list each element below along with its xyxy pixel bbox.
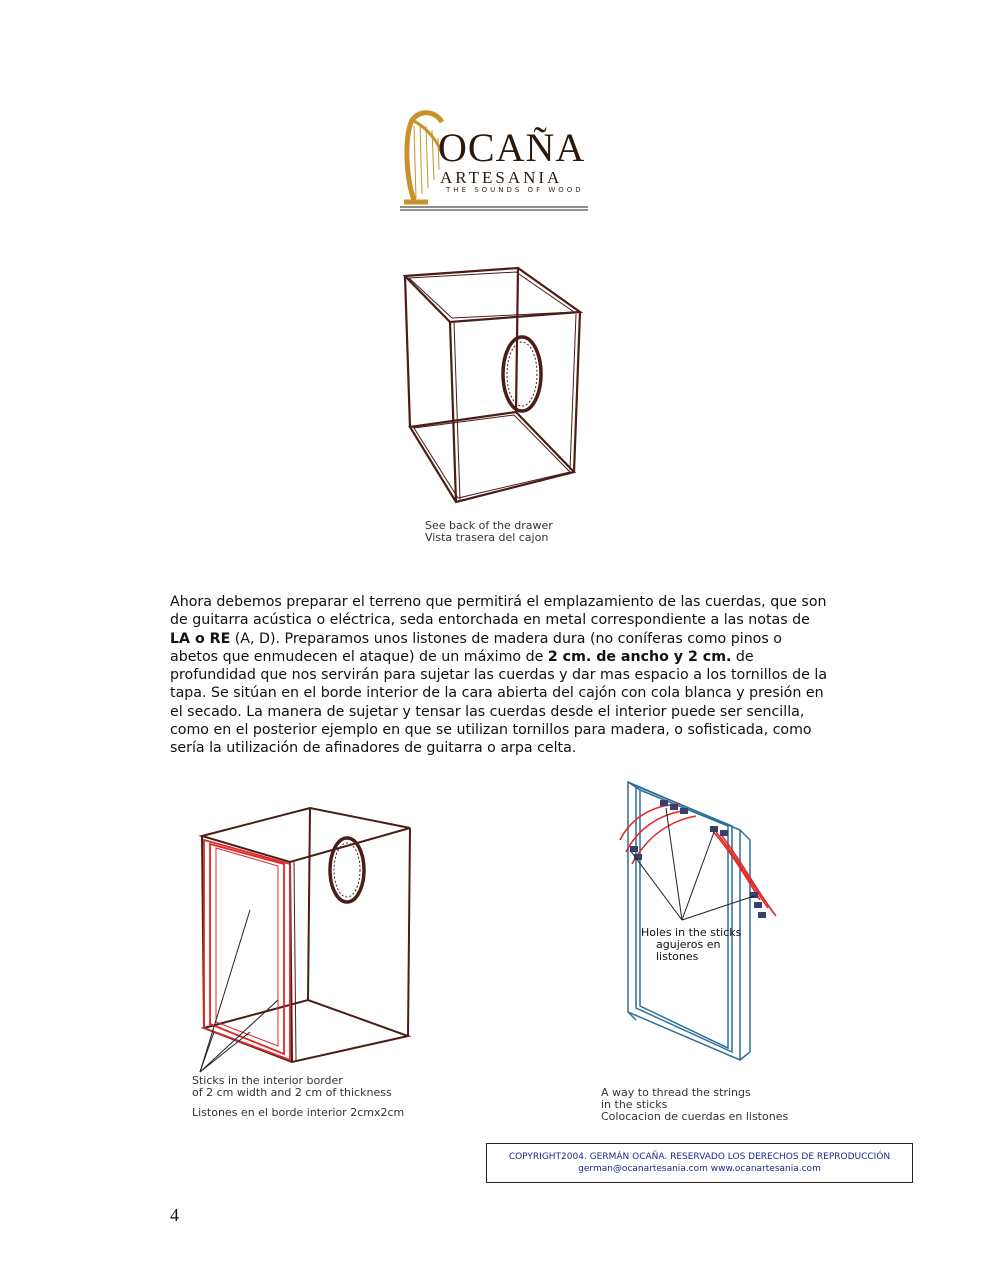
logo-name: OCAÑA — [438, 125, 586, 170]
body-dimensions: 2 cm. de ancho y 2 cm. — [547, 648, 732, 665]
drawer-back-illustration — [400, 262, 585, 512]
body-text-part2: (A, D). Preparamos unos listones de madera dura (no coníferas como pinos o abetos que enmudecen el ataque) de un máximo de — [170, 630, 782, 665]
figure1-caption-en: See back of the drawer — [425, 519, 553, 532]
figure2-caption-line3: Listones en el borde interior 2cmx2cm — [192, 1106, 405, 1119]
body-text-part3: de profundidad que nos servirán para sujetar las cuerdas y dar mas espacio a los tornillos de la tapa. Se sitúan en el borde interior de la cara abierta del cajón con cola blanca y presión en el secado. La manera de sujetar y tensar las cuerdas desde el interior puede ser sencilla, como en el posterior ejemplo en que se utilizan tornillos para madera, o sofisticada, como sería la utilización de afinadores de guitarra o arpa celta. — [170, 648, 828, 757]
figure2-caption-line2: of 2 cm width and 2 cm of thickness — [192, 1086, 392, 1099]
body-paragraph — [170, 593, 830, 758]
figure3-caption-line1: A way to thread the strings — [601, 1086, 751, 1099]
body-text-part1: Ahora debemos preparar el terreno que permitirá el emplazamiento de las cuerdas, que son de guitarra acústica o eléctrica, seda entorchada en metal correspondiente a las notas de — [170, 594, 827, 629]
logo-subtitle: ARTESANIA — [440, 168, 563, 187]
logo-tagline: THE SOUNDS OF WOOD — [446, 186, 584, 194]
figure2-caption — [192, 1075, 404, 1119]
figure3-label-es1: agujeros en — [656, 938, 721, 951]
figure1-caption — [425, 520, 553, 544]
ocana-logo — [398, 108, 590, 212]
figure3-caption-line3: Colocacion de cuerdas en listones — [601, 1110, 789, 1123]
contact-links: german@ocanartesania.com www.ocanartesania.com — [578, 1164, 821, 1174]
figure3-caption — [601, 1087, 788, 1123]
figure2-caption-line1: Sticks in the interior border — [192, 1074, 343, 1087]
copyright-text: COPYRIGHT2004. GERMÁN OCAÑA. RESERVADO LOS DERECHOS DE REPRODUCCIÓN — [508, 1152, 891, 1162]
copyright-box — [486, 1143, 913, 1183]
sticks-interior-illustration — [190, 800, 420, 1080]
body-notes: LA o RE — [170, 630, 231, 647]
figure3-label — [641, 927, 741, 963]
page-number: 4 — [170, 1205, 179, 1225]
figure3-caption-line2: in the sticks — [601, 1098, 668, 1111]
figure3-label-es2: listones — [656, 950, 699, 963]
figure3-label-en: Holes in the sticks — [641, 926, 742, 939]
sound-hole — [503, 337, 541, 411]
figure1-caption-es: Vista trasera del cajon — [425, 531, 549, 544]
sound-hole — [330, 838, 364, 902]
